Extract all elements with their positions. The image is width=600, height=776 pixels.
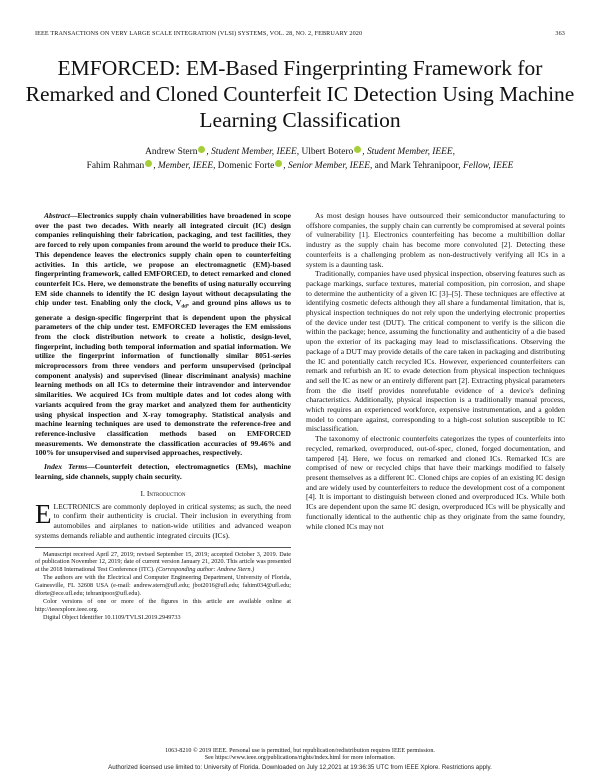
page-number: 363 (555, 30, 565, 37)
abstract-text: —Electronics supply chain vulnerabilities have broadened in scope over the past two decades. With nearly all integrated circuit (IC) design companies relinquishing their fabrication, packaging, and test facilities, they are forced to rely upon companies from around the world to produce their ICs. This dependence leaves the electronics supply chain open to counterfeiting activities. In this article, we propose an electromagnetic (EM)-based fingerprinting framework, called EMFORCED, to detect remarked and cloned counterfeit ICs. Here, we demonstrate the benefits of using naturally occurring EM side channels to identify the IC design layout without decapsulating the chip under test. Enabling only the clock, V (35, 211, 291, 308)
footnotes (35, 547, 291, 622)
first-word: LECTRONICS (53, 501, 101, 511)
author-rahman: Fahim Rahman (86, 161, 145, 171)
body-paragraph-3: The taxonomy of electronic counterfeits categorizes the types of counterfeits into recycled, remarked, overproduced, out-of-spec, cloned, forged documentation, and tampered [4]. Here, we focus on remarked and cloned ICs. Remarked ICs are comprised of new or recycled chips that have their markings modified to falsely present themselves as a different IC. Cloned chips are copies of an existing IC design and are widely used by counterfeiters to reduce the development cost of a component [4]. It is important to distinguish between cloned and overproduced ICs. While both ICs are dependent upon the same IC design, overproduced ICs will be physically and functionally identical to the authentic chip as they originate from the same foundry, while cloned ICs may not (306, 434, 565, 531)
index-terms-label: Index Terms (44, 462, 88, 472)
left-column (35, 211, 291, 623)
paper-title: EMFORCED: EM-Based Fingerprinting Framework for Remarked and Cloned Counterfeit IC Detection Using Machine Learning Classification (25, 56, 575, 132)
copyright-line-2[interactable]: See https://www.ieee.org/publications/rights/index.html for more information. (204, 755, 396, 762)
index-terms-text: —Counterfeit detection, electromagnetics (EMs), machine learning, side channels, supply chain security. (35, 462, 291, 481)
orcid-icon[interactable] (145, 160, 152, 167)
abstract (35, 211, 291, 458)
license-banner: Authorized licensed use limited to: University of Florida. Downloaded on July 12,2021 at 19:36:35 UTC from IEEE Xplore. Restrictions apply. (108, 764, 492, 771)
running-header (35, 30, 565, 37)
body-paragraph-1: As most design houses have outsourced their semiconductor manufacturing to offshore companies, the supply chain can currently be compromised at several points of vulnerability [1]. Electronics counterfeiting has become a multibillion dollar industry as the supply chain has become more convoluted [2]. Detecting these counterfeits is a challenging problem as non-destructively verifying all ICs in a system is a daunting task. (306, 211, 565, 269)
body-paragraph-2: Traditionally, companies have used physical inspection, observing features such as package markings, surface textures, material composition, pin corrosion, and shape to determine the authenticity of a given IC [3]–[5]. These techniques are effective at identifying cosmetic defects although they all share a fundamental limitation, that is, physical inspection techniques do not rely upon the underlying electronic properties of the device under test (DUT). The critical component to verify is the silicon die within the package; hence, assuming the functionality and authenticity of a die based upon the exterior of its packaging may lead to misclassifications. Observing the package of a DUT may provide details of the care taken in packaging and distributing the IC and potentially catch recycled ICs. However, experienced counterfeiters can remark and refurbish an IC to evade detection from physical inspection techniques and sell the IC as new or an entirely different part [2]. Extracting physical parameters from the die itself provides nonrefutable evidence of a device's defining characteristics. Additionally, physical inspection is a traditionally manual process, which requires an experienced workforce, expensive instrumentation, and a golden model to compare against, corresponding to a high-cost solution susceptible to IC misclassification. (306, 269, 565, 434)
manuscript-text: Manuscript received April 27, 2019; revised September 15, 2019; accepted October 3, 2019. Date of publication November 12, 2019; date of current version January 21, 2020. This article was presented at the 2018 International Test Conference (ITC). (35, 550, 291, 573)
vdd-subscript: dd (181, 304, 187, 310)
index-terms (35, 462, 291, 481)
author-line-1 (40, 145, 560, 159)
author-role: , Student Member, IEEE (206, 147, 297, 157)
section-heading: I. Introduction (140, 489, 186, 499)
author-botero: , Ulbert Botero (296, 147, 354, 157)
author-line-2 (40, 159, 560, 173)
right-column (306, 211, 565, 531)
author-role: , Member, IEEE (153, 161, 214, 171)
footnote-manuscript (35, 551, 291, 574)
author-stern: Andrew Stern (145, 147, 198, 157)
orcid-icon[interactable] (354, 146, 361, 153)
footnote-color: Color versions of one or more of the figures in this article are available online at http://ieeexplore.ieee.org. (35, 598, 291, 613)
footnote-doi: Digital Object Identifier 10.1109/TVLSI.2019.2949733 (43, 614, 181, 622)
corresponding-author: (Corresponding author: Andrew Stern.) (154, 565, 255, 573)
journal-name: IEEE TRANSACTIONS ON VERY LARGE SCALE INTEGRATION (VLSI) SYSTEMS, VOL. 28, NO. 2, FEBRUARY 2020 (35, 30, 363, 37)
author-role: , Student Member, IEEE, (362, 147, 455, 157)
footnote-affiliation: The authors are with the Electrical and Computer Engineering Department, University of Florida, Gainesville, FL 32608 USA (e-mail: andrew.stern@ufl.edu; jbot2016@ufl.edu; fahim034@ufl.edu; dforte@ece.ufl.edu; tehranipoor@ufl.edu). (35, 574, 291, 597)
copyright-notice (35, 748, 565, 763)
author-tehranipoor: , and Mark Tehranipoor, (369, 161, 461, 171)
author-role: , Senior Member, IEEE (283, 161, 370, 171)
abstract-text-cont: , and ground pins allows us to generate a design-specific fingerprint that is dependent upon the physical parameters of the chip under test. EMFORCED leverages the EM emissions from the clock distribution network to create a holistic, design-level, fingerprint, including both temporal information and spatial information. We utilize the fingerprint information of functionally similar 8051-series microprocessors from three vendors and perform unsupervised (principal component analysis) and supervised (linear discriminant analysis) machine learning methods on all ICs to determine their intravendor and intervendor similarities. We acquired ICs from multiple dates and lot codes along with variants acquired from the gray market and analyzed them for authenticity using physical inspection and X-ray tomography. Statistical analysis and machine learning techniques are used to demonstrate the reference-free and reference-inclusive classification methods based on EMFORCED measurements. We demonstrate the classification accuracies of 99.46% and 100% for unsupervised and supervised approaches, respectively. (35, 298, 291, 458)
intro-text: are commonly deployed in critical systems; as such, the need to confirm their authenticity is crucial. Their inclusion in everything from automobiles and airplanes to nation-wide utilities and advanced weapon systems demands reliable and authentic integrated circuits (ICs). (35, 501, 291, 540)
intro-paragraph (35, 498, 291, 541)
abstract-label: Abstract (44, 211, 70, 220)
author-role: Fellow, IEEE (460, 161, 514, 171)
drop-cap: E (35, 498, 52, 529)
author-forte: , Domenic Forte (213, 161, 275, 171)
orcid-icon[interactable] (198, 146, 205, 153)
author-list (40, 145, 560, 173)
orcid-icon[interactable] (275, 160, 282, 167)
copyright-line-1: 1063-8210 © 2019 IEEE. Personal use is permitted, but republication/redistribution requires IEEE permission. (165, 748, 435, 754)
